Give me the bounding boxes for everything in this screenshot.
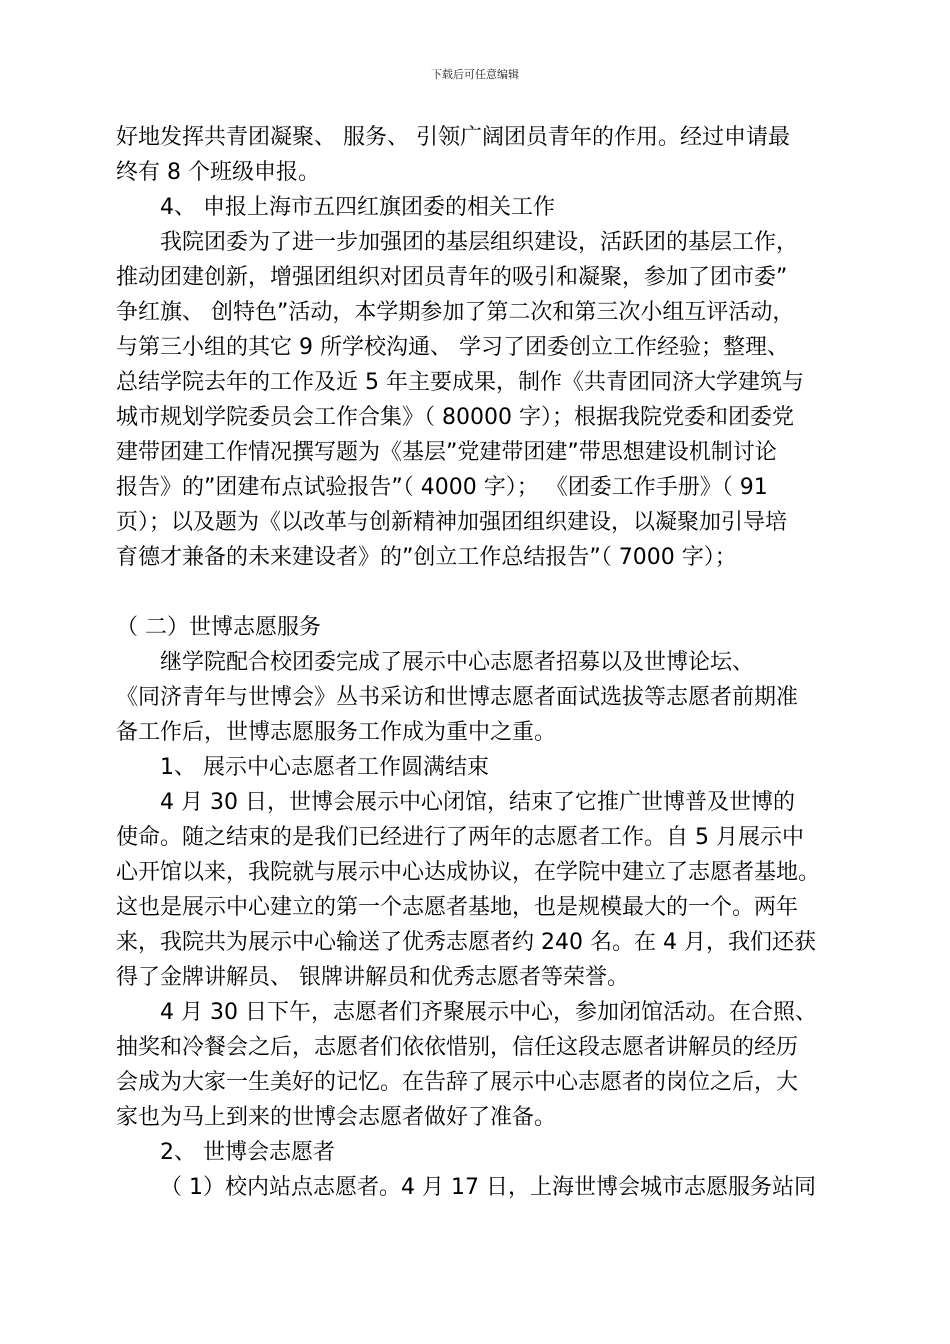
- text-line: 终有 8 个班级申报。: [116, 160, 320, 185]
- document-body: [116, 120, 836, 1205]
- text-line: 总结学院去年的工作及近 5 年主要成果，制作《共青团同济大学建筑与: [116, 370, 804, 395]
- text-line: 建带团建工作情况撰写题为《基层”党建带团建”带思想建设机制讨论: [116, 440, 777, 465]
- text-line: 家也为马上到来的世博会志愿者做好了准备。: [116, 1105, 557, 1130]
- text-line: 城市规划学院委员会工作合集》（ 80000 字）；根据我院党委和团委党: [116, 405, 794, 430]
- text-line: 抽奖和冷餐会之后，志愿者们依依惜别，信任这段志愿者讲解员的经历: [116, 1035, 799, 1060]
- text-line: 使命。随之结束的是我们已经进行了两年的志愿者工作。自 5 月展示中: [116, 825, 804, 850]
- paragraph-start: 4 月 30 日，世博会展示中心闭馆，结束了它推广世博普及世博的: [160, 790, 795, 815]
- text-line: 争红旗、 创特色”活动，本学期参加了第二次和第三次小组互评活动，: [116, 300, 795, 325]
- text-line: 会成为大家一生美好的记忆。在告辞了展示中心志愿者的岗位之后，大: [116, 1070, 799, 1095]
- text-line: 报告》的”团建布点试验报告”（ 4000 字）； 《团委工作手册》（ 91: [116, 475, 768, 500]
- text-line: 《同济青年与世博会》丛书采访和世博志愿者面试选拔等志愿者前期准: [116, 685, 799, 710]
- section-heading: （ 二）世博志愿服务: [116, 615, 321, 640]
- text-line: 得了金牌讲解员、 银牌讲解员和优秀志愿者等荣誉。: [116, 965, 629, 990]
- text-line: 这也是展示中心建立的第一个志愿者基地，也是规模最大的一个。两年: [116, 895, 799, 920]
- text-line: 备工作后，世博志愿服务工作成为重中之重。: [116, 720, 557, 745]
- paragraph-start: 4 月 30 日下午，志愿者们齐聚展示中心，参加闭馆活动。在合照、: [160, 1000, 817, 1025]
- paragraph-start: 继学院配合校团委完成了展示中心志愿者招募以及世博论坛、: [160, 650, 755, 675]
- paragraph-start: 我院团委为了进一步加强团的基层组织建设，活跃团的基层工作，: [160, 230, 799, 255]
- blank-line: [116, 575, 836, 610]
- paragraph-start: （ 1）校内站点志愿者。4 月 17 日，上海世博会城市志愿服务站同: [160, 1175, 816, 1200]
- page-header-note: 下载后可任意编辑: [431, 68, 519, 81]
- text-line: 心开馆以来，我院就与展示中心达成协议，在学院中建立了志愿者基地。: [116, 860, 821, 885]
- text-line: 与第三小组的其它 9 所学校沟通、 学习了团委创立工作经验；整理、: [116, 335, 789, 360]
- text-line: 来，我院共为展示中心输送了优秀志愿者约 240 名。在 4 月，我们还获: [116, 930, 816, 955]
- section-heading: 2、 世博会志愿者: [160, 1140, 335, 1165]
- section-heading: 4、 申报上海市五四红旗团委的相关工作: [160, 195, 555, 220]
- section-heading: 1、 展示中心志愿者工作圆满结束: [160, 755, 489, 780]
- text-line: 好地发挥共青团凝聚、 服务、 引领广阔团员青年的作用。经过申请最: [116, 125, 790, 150]
- text-line: 页）；以及题为《以改革与创新精神加强团组织建设，以凝聚加引导培: [116, 510, 788, 535]
- text-line: 推动团建创新，增强团组织对团员青年的吸引和凝聚，参加了团市委”: [116, 265, 788, 290]
- text-line: 育德才兼备的未来建设者》的”创立工作总结报告”（ 7000 字）；: [116, 545, 737, 570]
